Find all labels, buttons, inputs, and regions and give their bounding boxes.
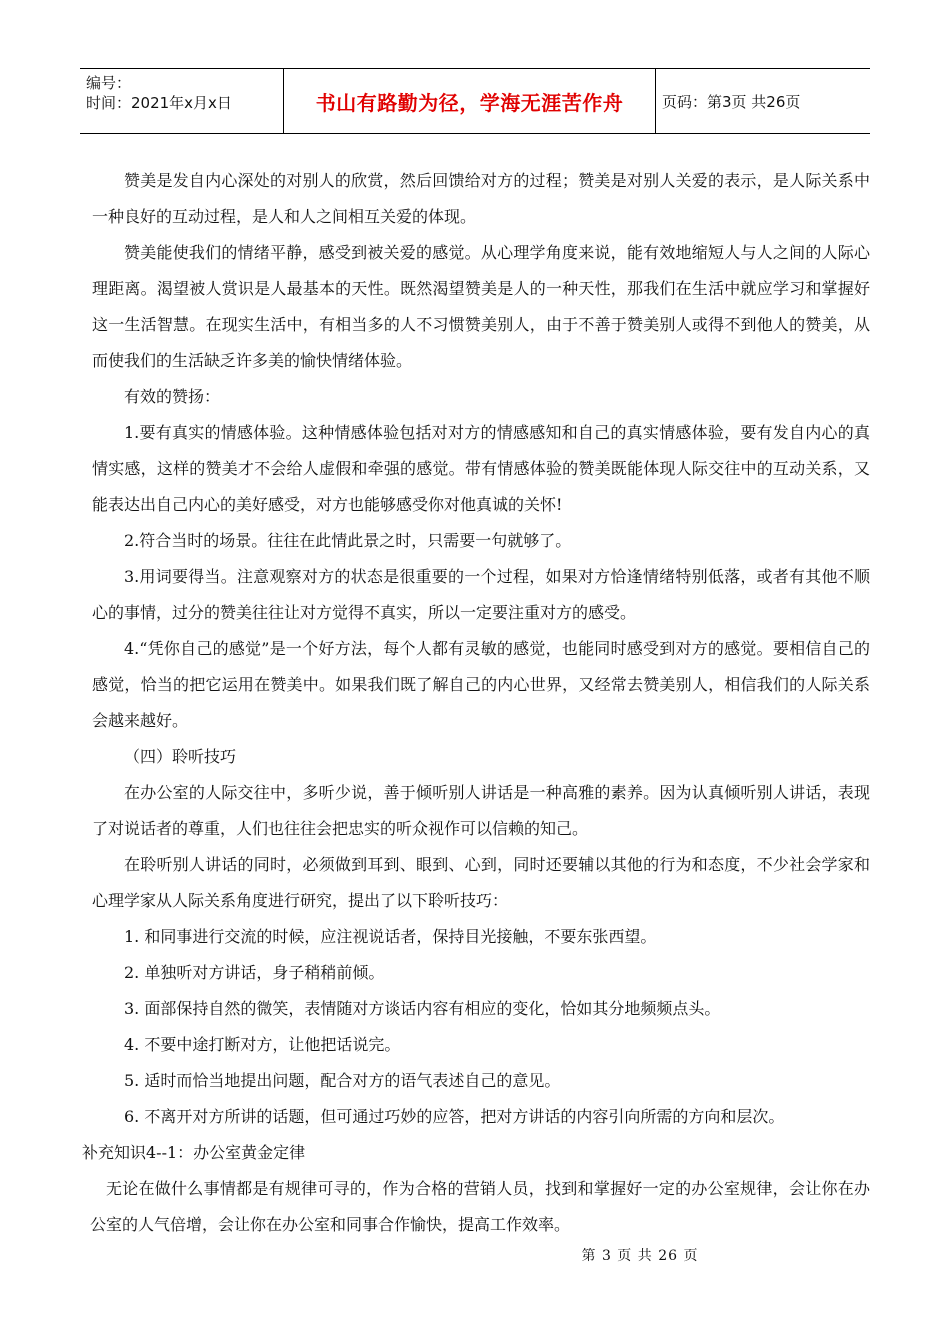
list-item: 3. 面部保持自然的微笑，表情随对方谈话内容有相应的变化，恰如其分地频频点头。 xyxy=(124,999,721,1018)
paragraph: 有效的赞扬： xyxy=(124,387,221,406)
list-item: 1. 和同事进行交流的时候，应注视说话者，保持目光接触，不要东张西望。 xyxy=(124,927,657,946)
header-left-cell xyxy=(80,69,283,133)
paragraph: 4.“凭你自己的感觉”是一个好方法，每个人都有灵敏的感觉，也能同时感受到对方的感觉。要相信自己的感觉，恰当的把它运用在赞美中。如果我们既了解自己的内心世界，又经常去赞美别人，相信我们的人际关系会越来越好。 xyxy=(92,639,870,730)
header-motto-cell xyxy=(283,69,656,133)
section-heading: （四）聆听技巧 xyxy=(124,747,237,766)
paragraph: 在办公室的人际交往中，多听少说，善于倾听别人讲话是一种高雅的素养。因为认真倾听别人讲话，表现了对说话者的尊重，人们也往往会把忠实的听众视作可以信赖的知己。 xyxy=(92,783,870,838)
paragraph: 2.符合当时的场景。往往在此情此景之时，只需要一句就够了。 xyxy=(124,531,572,550)
list-item: 4. 不要中途打断对方，让他把话说完。 xyxy=(124,1035,401,1054)
paragraph: 赞美是发自内心深处的对别人的欣赏，然后回馈给对方的过程；赞美是对别人关爱的表示，是人际关系中一种良好的互动过程，是人和人之间相互关爱的体现。 xyxy=(92,171,870,226)
paragraph: 3.用词要得当。注意观察对方的状态是很重要的一个过程，如果对方恰逢情绪特别低落，或者有其他不顺心的事情，过分的赞美往往让对方觉得不真实，所以一定要注重对方的感受。 xyxy=(92,567,870,622)
paragraph: 在聆听别人讲话的同时，必须做到耳到、眼到、心到，同时还要辅以其他的行为和态度，不少社会学家和心理学家从人际关系角度进行研究，提出了以下聆听技巧： xyxy=(92,855,870,910)
paragraph: 1.要有真实的情感体验。这种情感体验包括对对方的情感感知和自己的真实情感体验，要有发自内心的真情实感，这样的赞美才不会给人虚假和牵强的感觉。带有情感体验的赞美既能体现人际交往中的互动关系，又能表达出自己内心的美好感受，对方也能够感受你对他真诚的关怀! xyxy=(92,423,870,514)
paragraph: 无论在做什么事情都是有规律可寻的，作为合格的营销人员，找到和掌握好一定的办公室规律，会让你在办公室的人气倍增，会让你在办公室和同事合作愉快，提高工作效率。 xyxy=(90,1179,870,1234)
page-header xyxy=(80,68,870,134)
page-footer: 第 3 页 共 26 页 xyxy=(581,1248,699,1264)
header-page-cell xyxy=(656,69,870,133)
document-time-label: 时间：2021年x月x日 xyxy=(86,94,232,112)
list-item: 5. 适时而恰当地提出问题，配合对方的语气表述自己的意见。 xyxy=(124,1071,561,1090)
header-motto: 书山有路勤为径，学海无涯苦作舟 xyxy=(315,90,624,115)
list-item: 6. 不离开对方所讲的话题，但可通过巧妙的应答，把对方讲话的内容引向所需的方向和层次。 xyxy=(124,1107,785,1126)
header-page-info: 页码：第3页 共26页 xyxy=(662,92,801,111)
supplement-heading: 补充知识4--1：办公室黄金定律 xyxy=(82,1143,306,1162)
list-item: 2. 单独听对方讲话，身子稍稍前倾。 xyxy=(124,963,385,982)
paragraph: 赞美能使我们的情绪平静，感受到被关爱的感觉。从心理学角度来说，能有效地缩短人与人之间的人际心理距离。渴望被人赏识是人最基本的天性。既然渴望赞美是人的一种天性，那我们在生活中就应学习和掌握好这一生活智慧。在现实生活中，有相当多的人不习惯赞美别人，由于不善于赞美别人或得不到他人的赞美，从而使我们的生活缺乏许多美的愉快情绪体验。 xyxy=(92,243,870,370)
document-body xyxy=(82,163,870,1243)
document-number-label: 编号： xyxy=(86,74,132,92)
